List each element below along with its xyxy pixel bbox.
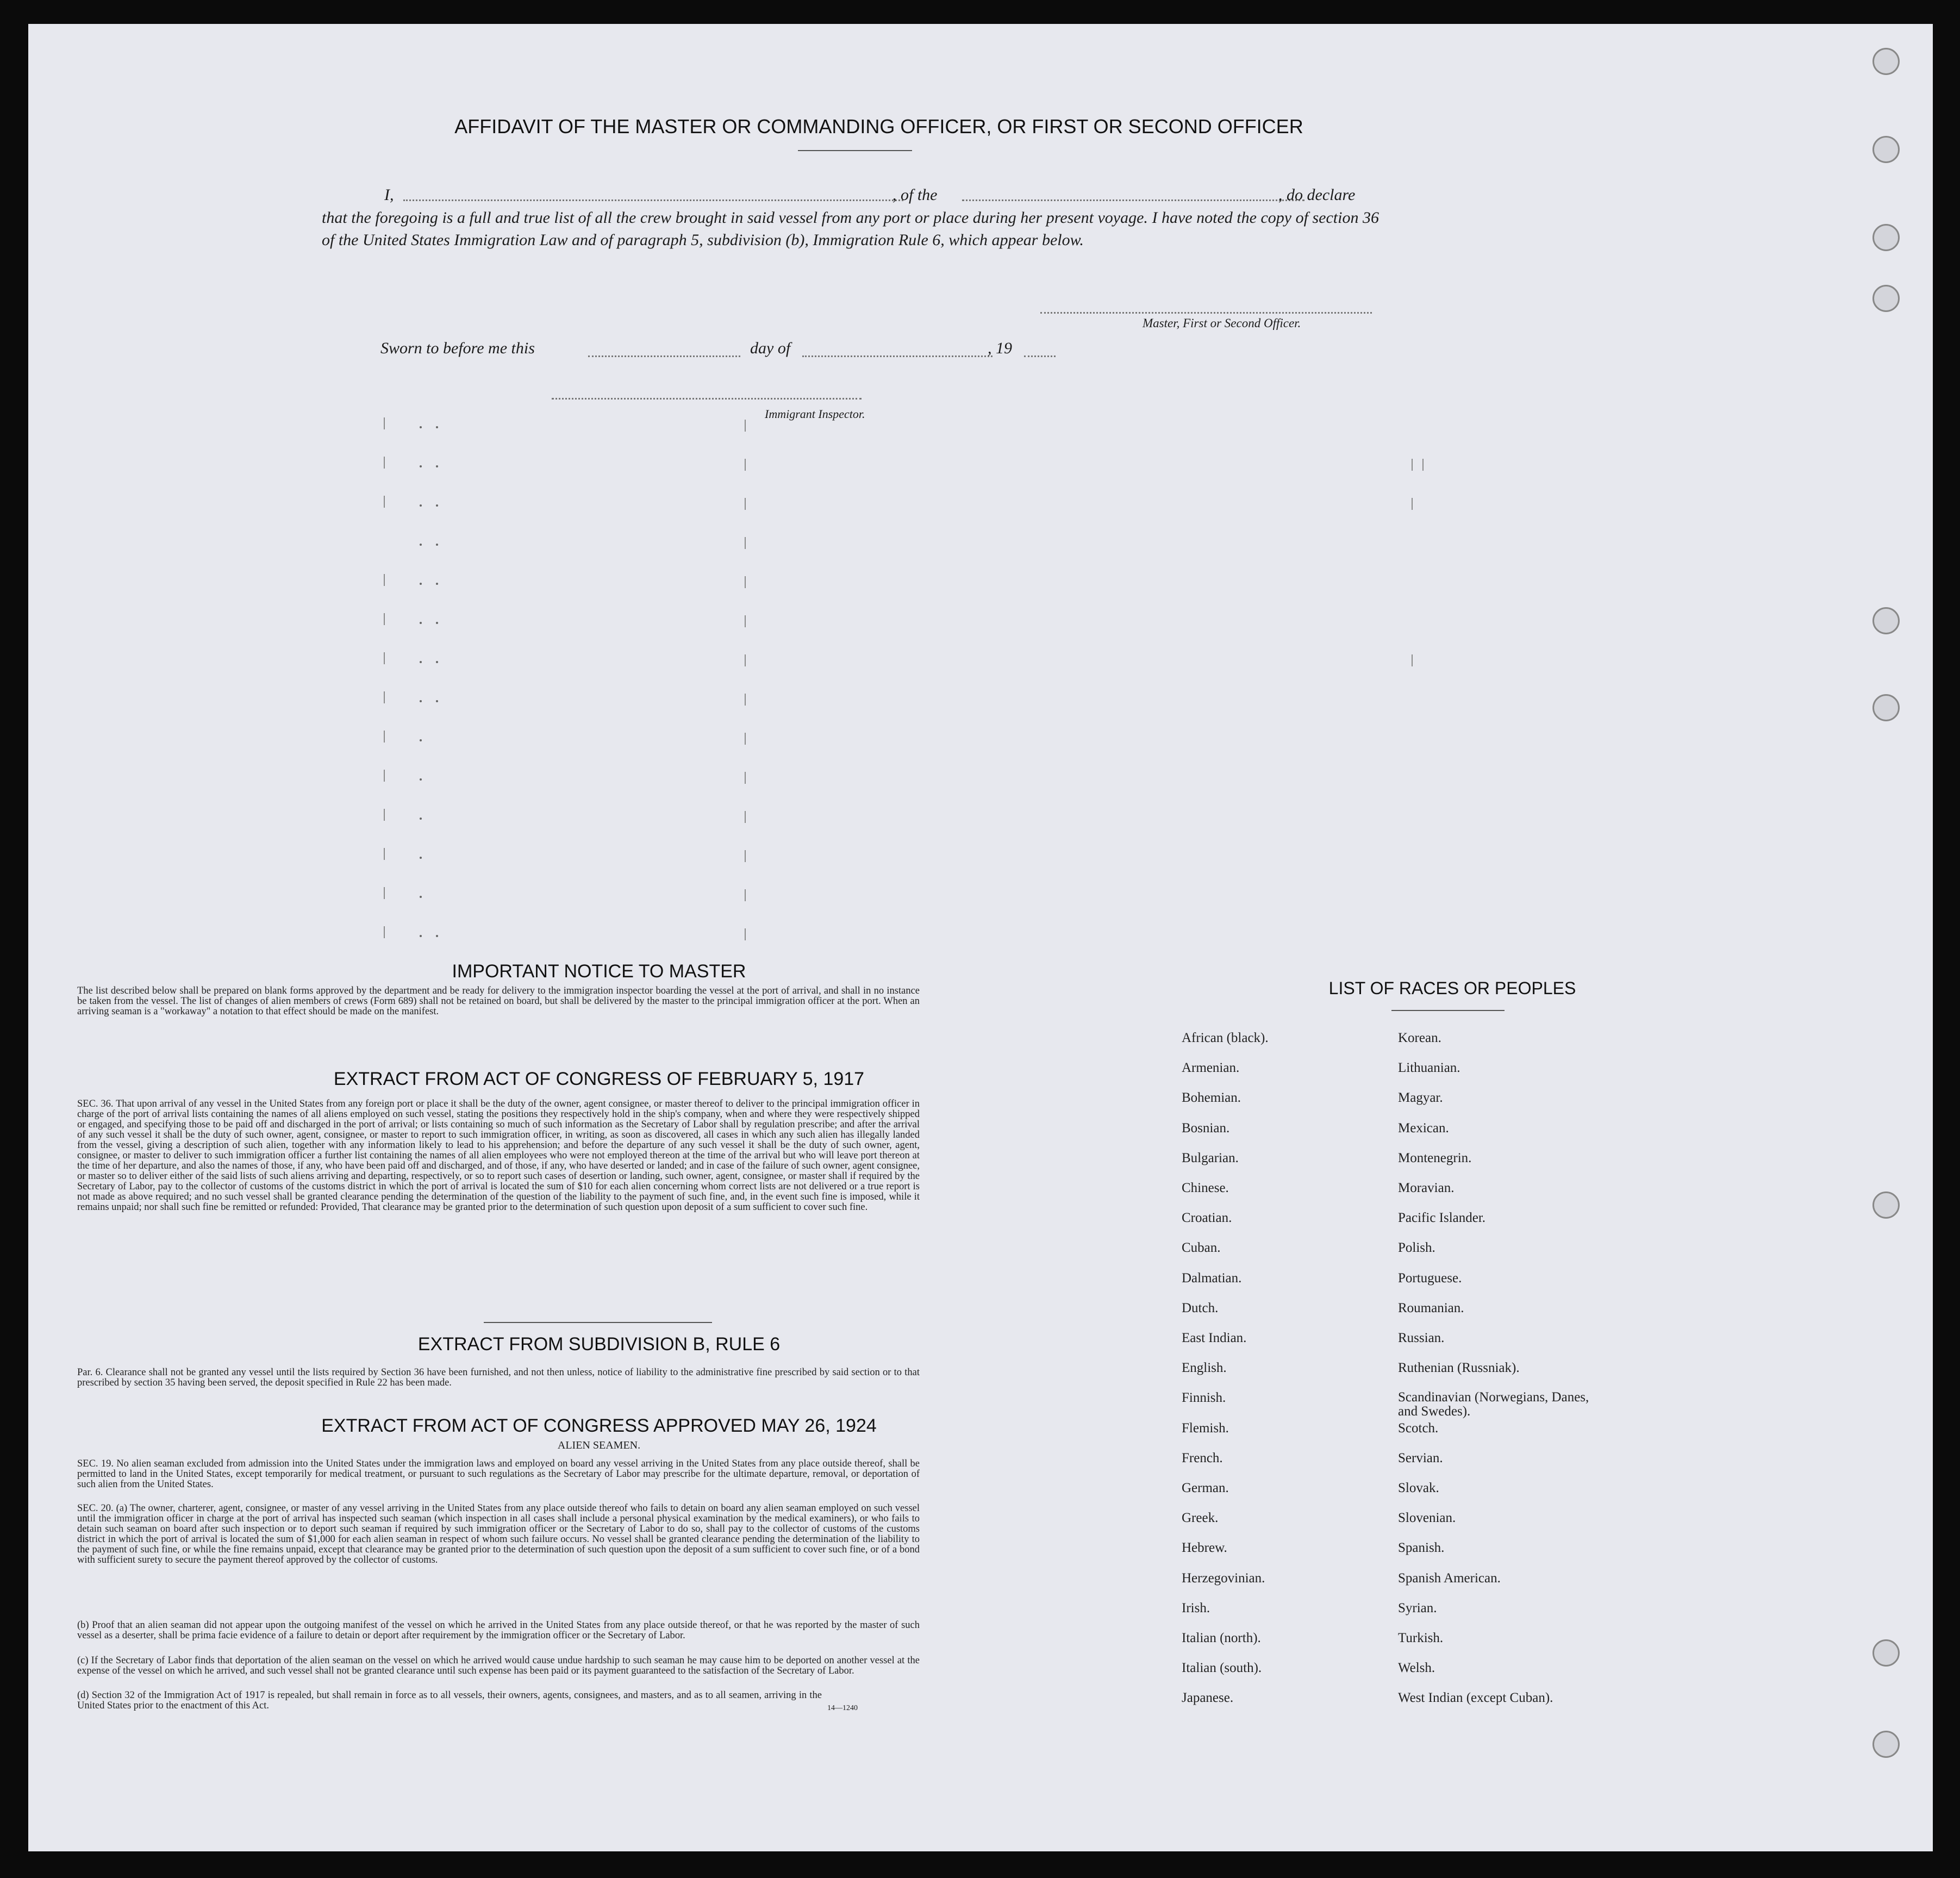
race-item: Turkish. — [1398, 1631, 1444, 1645]
race-item: Portuguese. — [1398, 1271, 1462, 1286]
race-item: Japanese. — [1182, 1690, 1234, 1705]
race-item: Syrian. — [1398, 1601, 1437, 1615]
race-item: Dalmatian. — [1182, 1271, 1242, 1286]
race-item: Lithuanian. — [1398, 1060, 1460, 1075]
race-item: Magyar. — [1398, 1090, 1443, 1105]
form-sheet — [28, 24, 1933, 1851]
race-item: Scotch. — [1398, 1421, 1439, 1436]
rule6-body: Par. 6. Clearance shall not be granted any vessel until the lists required by Section 36 have been furnished, and not then unless, notice of liability to the administrative fine prescribed by said section or to that prescribed by section 35 having been served, the deposit specified in Rule 22 has been made. — [77, 1367, 920, 1388]
race-item: Chinese. — [1182, 1181, 1229, 1195]
race-item: African (black). — [1182, 1031, 1269, 1045]
rule6-title: EXTRACT FROM SUBDIVISION B, RULE 6 — [417, 1334, 781, 1355]
punch-hole — [1872, 224, 1900, 251]
races-title: LIST OF RACES OR PEOPLES — [1328, 978, 1576, 998]
sworn-year-blank[interactable] — [1024, 355, 1056, 357]
master-signature-line[interactable] — [1040, 312, 1372, 314]
race-item: Servian. — [1398, 1451, 1443, 1465]
notice-body: The list described below shall be prepared on blank forms approved by the department and be ready for delivery to the immigration inspector boarding the vessel at the port of arrival, and shall in no instance be taken from the vessel. The list of changes of alien members of crews (Form 689) shall not be retained on board, but shall be delivered by the master to the principal immigration officer at the port. When an arriving seaman is a "workaway" a notation to that effect should be made on the manifest. — [77, 985, 920, 1017]
race-item: Cuban. — [1182, 1240, 1221, 1255]
race-item: Montenegrin. — [1398, 1151, 1472, 1165]
race-item: Korean. — [1398, 1031, 1441, 1045]
notice-title: IMPORTANT NOTICE TO MASTER — [452, 961, 746, 982]
race-item: Greek. — [1182, 1511, 1219, 1525]
sworn-year: , 19 — [988, 339, 1012, 357]
race-item: West Indian (except Cuban). — [1398, 1690, 1553, 1705]
punch-hole — [1872, 607, 1900, 634]
act1924-subtitle: ALIEN SEAMEN. — [557, 1439, 641, 1451]
name-blank[interactable] — [403, 199, 903, 201]
race-item: Ruthenian (Russniak). — [1398, 1361, 1520, 1375]
races-underline — [1391, 1010, 1505, 1011]
race-item: Flemish. — [1182, 1421, 1229, 1436]
race-item: Bulgarian. — [1182, 1151, 1239, 1165]
race-item: Moravian. — [1398, 1181, 1455, 1195]
race-item: Welsh. — [1398, 1661, 1435, 1675]
race-item: Finnish. — [1182, 1390, 1226, 1405]
act1924-title: EXTRACT FROM ACT OF CONGRESS APPROVED MAY 26, 1924 — [321, 1415, 877, 1436]
affidavit-declare: , do declare — [1278, 186, 1356, 204]
race-item: Bohemian. — [1182, 1090, 1241, 1105]
punch-hole — [1872, 694, 1900, 721]
race-item: Pacific Islander. — [1398, 1211, 1486, 1225]
race-item: English. — [1182, 1361, 1227, 1375]
act1924-sec20c: (c) If the Secretary of Labor finds that deportation of the alien seaman on the vessel on which he arrived would cause undue hardship to such seaman he may cause him to be deported on another vessel at the expense of the vessel on which he arrived, and such vessel shall not be granted clearance until such expense has been paid or its payment guaranteed to the satisfaction of the Secretary of Labor. — [77, 1655, 920, 1676]
inspector-signature-line[interactable] — [552, 398, 862, 400]
race-item: Spanish American. — [1398, 1571, 1501, 1586]
race-item: Spanish. — [1398, 1540, 1445, 1555]
sworn-month-blank[interactable] — [802, 355, 993, 357]
race-item: Slovenian. — [1398, 1511, 1456, 1525]
form-number: 14—1240 — [827, 1704, 858, 1712]
sworn-prefix: Sworn to before me this — [380, 339, 535, 357]
act1924-sec20d: (d) Section 32 of the Immigration Act of 1917 is repealed, but shall remain in force as to all vessels, their owners, agents, consignees, and masters, and as to all seamen, arriving in the United States prior to the enactment of this Act. — [77, 1690, 822, 1711]
race-item: Mexican. — [1398, 1121, 1449, 1135]
divider — [484, 1322, 712, 1323]
affidavit-of-the: , of the — [892, 186, 938, 204]
sworn-day-of: day of — [750, 339, 791, 357]
race-item: Roumanian. — [1398, 1301, 1464, 1315]
affidavit-title: AFFIDAVIT OF THE MASTER OR COMMANDING OFFICER, OR FIRST OR SECOND OFFICER — [454, 115, 1303, 138]
race-item: Slovak. — [1398, 1481, 1439, 1495]
punch-hole — [1872, 1639, 1900, 1667]
race-item: Polish. — [1398, 1240, 1435, 1255]
act1917-body: SEC. 36. That upon arrival of any vessel in the United States from any foreign port or place it shall be the duty of the owner, agent consignee, or master thereof to deliver to the principal immigration officer in charge of the port of arrival lists containing the names of all aliens employed on such vessel, stating the positions they respectively hold in the ship's company, when and where they were respectively shipped or engaged, and specifying those to be paid off and discharged in the port of arrival; or lists containing so much of such information as the Secretary of Labor shall by regulation prescribe; and after the arrival of any such vessel it shall be the duty of such owner, agent, consignee, or master to report to such immigration officer, in writing, as soon as discovered, all cases in which any such alien has illegally landed from the vessel, giving a description of such alien, together with any information likely to lead to his apprehension; and before the departure of any such vessel it shall be the duty of such owner, agent, consignee, or master to deliver to such immigration officer a further list containing the names of all alien employees who were not employed thereon at the time of the arrival but who will leave port thereon at the time of her departure, and also the names of those, if any, who have been paid off and discharged, and of those, if any, who have deserted or landed; and in case of the failure of such owner, agent consignee, or master so to deliver either of the said lists of such aliens arriving and departing, respectively, or so to report such cases of desertion or landing, such owner, agent, consignee, or master shall if required by the Secretary of Labor, pay to the collector of customs of the customs district in which the port of arrival is located the sum of $10 for each alien concerning whom correct lists are not delivered or a true report is not made as above required; and no such vessel shall be granted clearance pending the determination of the question of the liability to the payment of such fine, and, in the event such fine is imposed, while it remains unpaid; nor shall such fine be remitted or refunded: Provided, That clearance may be granted prior to the determination of such question upon deposit of a sum sufficient to cover such fine. — [77, 1099, 920, 1213]
title-underline — [798, 150, 912, 151]
act1917-title: EXTRACT FROM ACT OF CONGRESS OF FEBRUARY 5, 1917 — [333, 1069, 865, 1089]
race-item: Irish. — [1182, 1601, 1210, 1615]
affidavit-i: I, — [384, 186, 394, 204]
punch-hole — [1872, 1191, 1900, 1219]
punch-hole — [1872, 1731, 1900, 1758]
race-item: French. — [1182, 1451, 1223, 1465]
act1924-sec20b: (b) Proof that an alien seaman did not appear upon the outgoing manifest of the vessel on which he arrived in the United States from any place outside thereof, or that he was reported by the master of such vessel as a deserter, shall be prima facie evidence of a failure to detain or deport after requirement by the immigration officer or the Secretary of Labor. — [77, 1620, 920, 1641]
punch-hole — [1872, 136, 1900, 163]
affidavit-body: that the foregoing is a full and true list of all the crew brought in said vessel from any port or place during her present voyage. I have noted the copy of section 36 of the United States Immigration Law and of paragraph 5, subdivision (b), Immigration Rule 6, which appear below. — [322, 209, 1379, 249]
sworn-day-blank[interactable] — [588, 355, 740, 357]
race-item: Italian (south). — [1182, 1661, 1262, 1675]
race-item: Croatian. — [1182, 1211, 1232, 1225]
act1924-sec20a: SEC. 20. (a) The owner, charterer, agent, consignee, or master of any vessel arriving in the United States from any place outside thereof who fails to detain on board any alien seaman employed on such vessel until the immigration officer in charge at the port of arrival has inspected such seaman (which inspection in all cases shall include a personal physical examination by the medical examiners), or who fails to detain such seaman on board after such inspection or to deport such seaman if required by such immigration officer or the Secretary of Labor to do so, shall pay to the collector of customs of the customs district in which the port of arrival is located the sum of $1,000 for each alien seaman in respect of whom such failure occurs. No vessel shall be granted clearance pending the determination of the liability to the payment of such fine, or while the fine remains unpaid, except that clearance may be granted prior to the determination of such question upon the deposit of a sum sufficient to cover such fine, or of a bond with sufficient surety to secure the payment thereof approved by the collector of customs. — [77, 1503, 920, 1565]
master-signature-label: Master, First or Second Officer. — [1143, 316, 1301, 330]
act1924-sec19: SEC. 19. No alien seaman excluded from admission into the United States under the immigration laws and employed on board any vessel arriving in the United States from any place outside thereof, shall be permitted to land in the United States, except temporarily for medical treatment, or pursuant to such regulations as the Secretary of Labor may prescribe for the ultimate departure, removal, or deportation of such alien from the United States. — [77, 1458, 920, 1490]
race-item: Dutch. — [1182, 1301, 1219, 1315]
vessel-blank[interactable] — [962, 199, 1304, 201]
race-item: Herzegovinian. — [1182, 1571, 1265, 1586]
race-item: Hebrew. — [1182, 1540, 1227, 1555]
race-item: German. — [1182, 1481, 1229, 1495]
race-item: Scandinavian (Norwegians, Danes, and Swedes). — [1398, 1390, 1589, 1419]
punch-hole — [1872, 285, 1900, 312]
race-item: Armenian. — [1182, 1060, 1240, 1075]
inspector-label: Immigrant Inspector. — [765, 407, 865, 421]
race-item: Bosnian. — [1182, 1121, 1230, 1135]
race-item: Italian (north). — [1182, 1631, 1261, 1645]
race-item: Russian. — [1398, 1331, 1445, 1345]
race-item: East Indian. — [1182, 1331, 1247, 1345]
punch-hole — [1872, 48, 1900, 75]
